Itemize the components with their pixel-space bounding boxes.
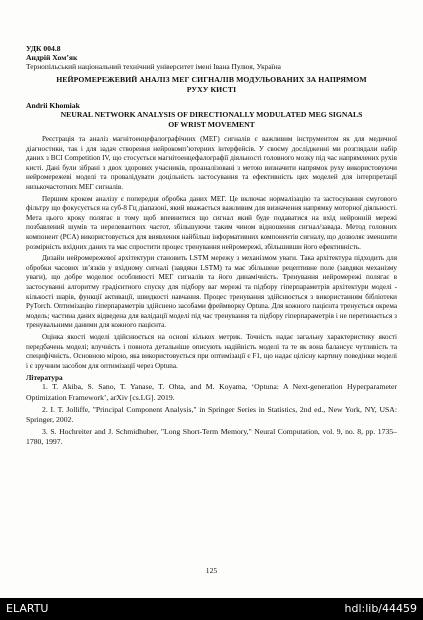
- author-name-en: Andrii Khomiak: [26, 100, 80, 110]
- body-paragraph: Реєстрація та аналіз магнітоенцефалографічних (МЕГ) сигналів є важливим інструментом як для медичної діагностики, так і для задач створення нейрокомп’ютерних інтерфейсів. У своєму дослідженні ми розглядали набір даних з BCI Competition IV, що стосується магнітоенцефалографії діяльності головного мозку під час напрямлених рухів кисті. Дані були зібрані з двох здорових учасників, проаналізовані з метою визначити напрямок руху використовуючи нейромережеві моделі та провалідувати доцільність застосування та ефективність цих моделей для інтерпретації низькочастотних МЕГ сигналів.: [26, 135, 397, 192]
- reference-item: 2. I. T. Jolliffe, "Principal Component Analysis," in Springer Series in Statistics, 2nd ed., New York, NY, USA: Springer, 2002.: [26, 404, 397, 425]
- reference-item: 3. S. Hochreiter and J. Schmidhuber, "Long Short-Term Memory," Neural Computation, vol. 9, no. 8, pp. 1735–1780, 1997.: [26, 426, 397, 447]
- body-paragraph: Оцінка якості моделі здійснюється на основі кількох метрик. Точність надає загальну характеристику якості передбачень моделі; влучність і повнота детальніше описують надійність моделі та те як вона балансує чутливість та специфічність. Основною мірою, яка використовується при оптимізації є F1, що надає цілісну картину поведінки моделі і є зручним засобом для оптимізації через Optuna.: [26, 332, 397, 370]
- paper-title-ua: НЕЙРОМЕРЕЖЕВИЙ АНАЛІЗ МЕГ СИГНАЛІВ МОДУЛЬОВАНИХ ЗА НАПРЯМОМ РУХУ КИСТІ: [56, 74, 367, 94]
- body-paragraph: Першим кроком аналізу є попередня обробка даних МЕГ. Це включає нормалізацію та застосування смугового фільтру що фокусується на суб-8 Гц діапазоні, який вважається важливим для визначення напрямку моторної діяльності. Мета цього кроку полягає в тому щоб впевнитися що сигнал який буде подаватися на вхід нейронній мережі позбавлений шумів та нерелевантних частот, збільшуючи таким чином відношення сигнал/завада. Метод головних компонент (PCA) використовується для виявлення найбільш інформативних компонентів сигналу, що дозволяє зменшити розмірність вхідних даних та має спростити процес тренування нейромережі, збільшивши його ефективність.: [26, 194, 397, 251]
- page-content: [26, 44, 397, 449]
- paper-title-en: NEURAL NETWORK ANALYSIS OF DIRECTIONALLY MODULATED MEG SIGNALS OF WRIST MOVEMENT: [60, 109, 363, 129]
- page-number: 125: [205, 566, 218, 575]
- affiliation: Тернопільський національний технічний університет імені Івана Пулюя, Україна: [26, 62, 281, 72]
- reference-item: 1. T. Akiba, S. Sano, T. Yanase, T. Ohta, and M. Koyama, ‘Optuna: A Next-generation Hyperparameter Optimization Framework’, arXiv [cs.LG]. 2019.: [26, 382, 397, 402]
- udk-code: УДК 004.8: [26, 44, 61, 53]
- handle-id: hdl:lib/44459: [344, 602, 417, 615]
- body-paragraph: Дизайн нейромережевої архітектури становить LSTM мережу з механізмом уваги. Така архітектура підходить для обробки часових зв’язків у вхідному сигналі (завдяки LSTM) та має збільшене рецептивне поле (завдяки механізму уваги), що добре моделює особливості МЕГ сигналів та його динамічність. Тренування нейромережі полягає в застосуванні алгоритму градієнтного спуску для підбору ваг мережі та підбору гіперпараметрів архітектури моделі - кількості шарів, функції активації, швидкості навчання. Процес тренування здійснюється з використанням бібліотеки PyTorch. Оптимізацію гіперпараметрів здійснено засобами фреймворку Optuna. Для кожного пацієнта тренується окрема модель; частина даних відведена для валідації моделі під час тренування та підбору гіперпараметрів і не перетинається з тренувальними даними для кожного пацієнта.: [26, 254, 397, 330]
- references-heading: Література: [26, 373, 63, 383]
- repository-footer-bar: [0, 598, 423, 620]
- author-name-ua: Андрій Хом’як: [26, 53, 78, 63]
- repository-name: ELARTU: [6, 602, 49, 615]
